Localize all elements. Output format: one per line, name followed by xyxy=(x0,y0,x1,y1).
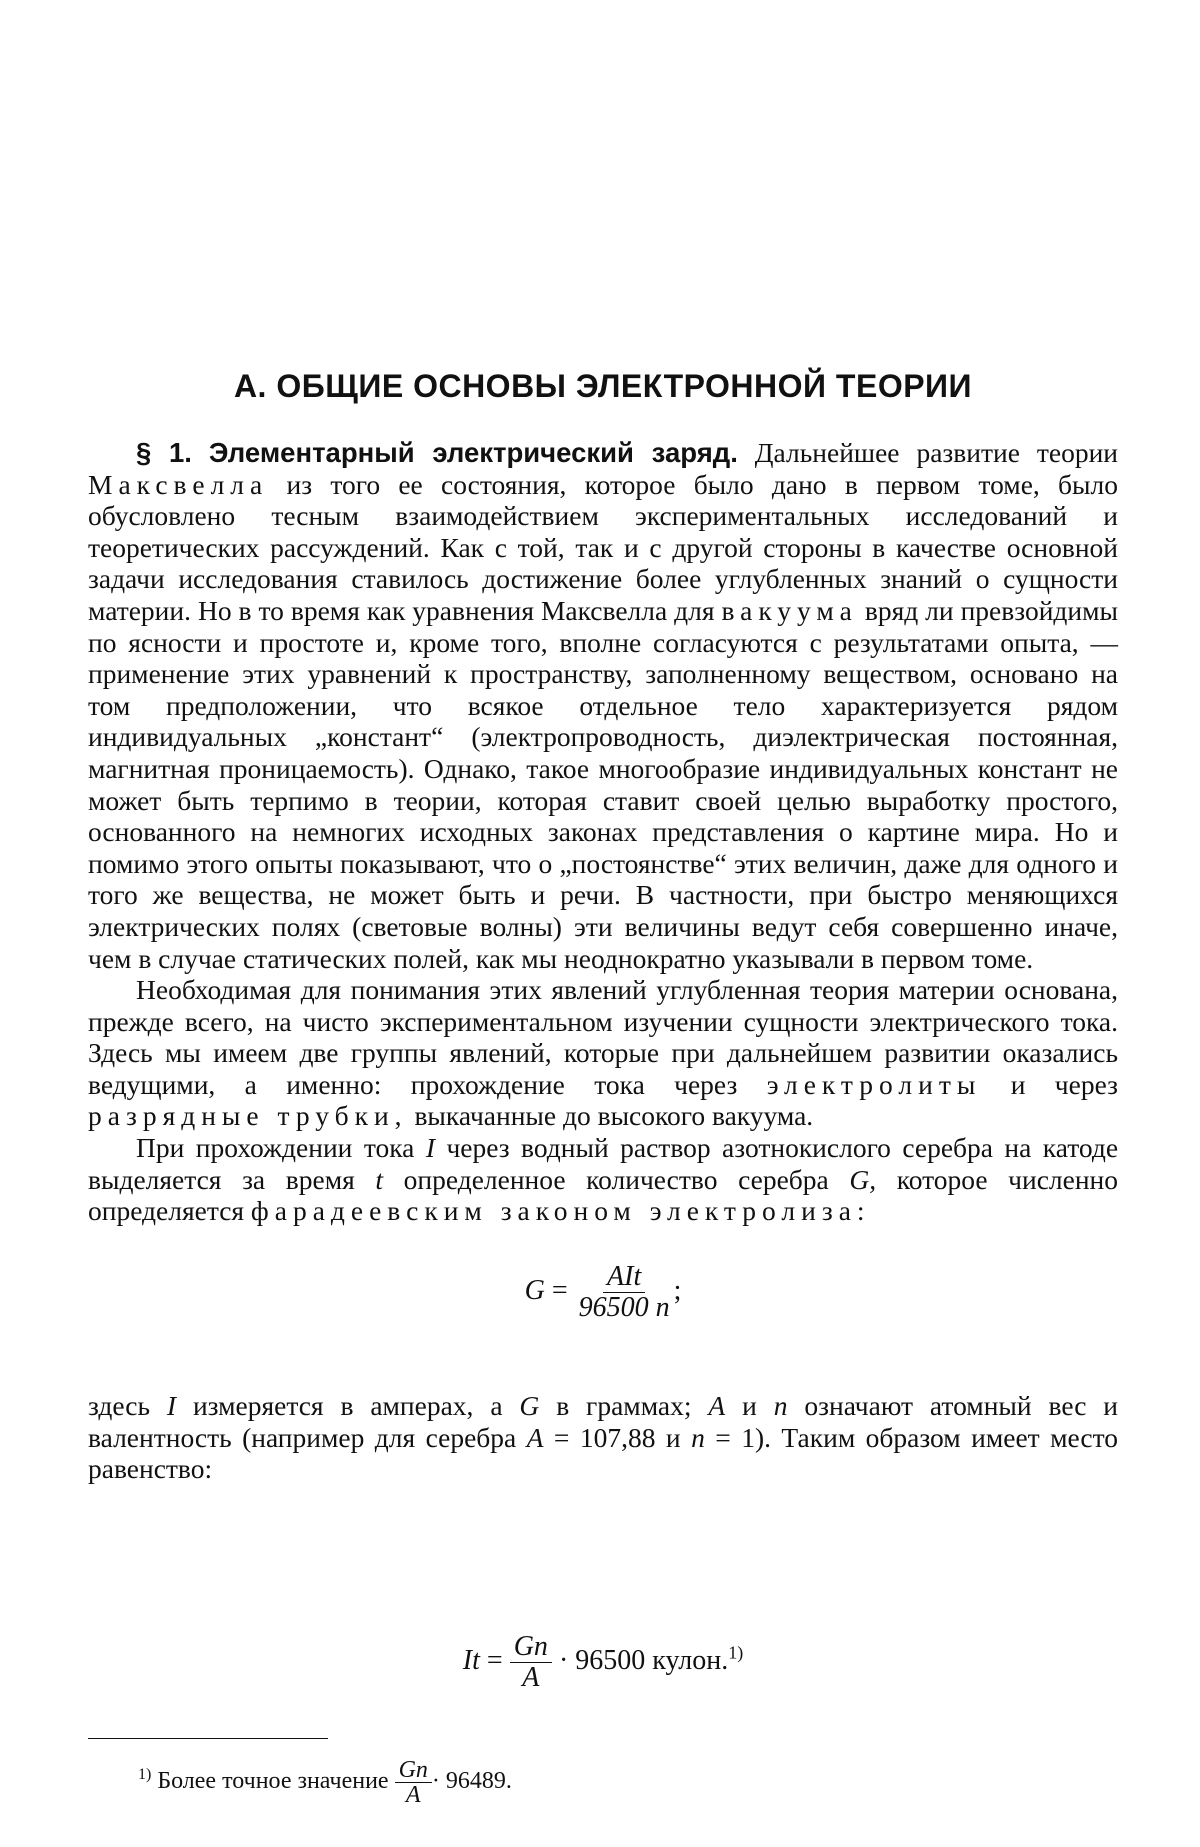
footnote-mark: 1) xyxy=(138,1766,152,1784)
formula-charge xyxy=(88,1632,1118,1693)
p4-var-n: n xyxy=(773,1390,788,1421)
formula2-numerator: Gn xyxy=(510,1632,552,1663)
p4-text-g: = 1). Таким образом имеет место равенство: xyxy=(88,1421,1119,1485)
formula1-fraction xyxy=(575,1262,674,1323)
formula1-denominator: 96500 n xyxy=(578,1292,670,1323)
p4-var-A2: A xyxy=(526,1421,544,1453)
p1-maxwell: Максвелла xyxy=(88,468,269,500)
formula2-footnote-ref: 1) xyxy=(728,1642,744,1663)
formula2-lhs: It xyxy=(462,1644,480,1676)
p4-text-f: = 107,88 и xyxy=(553,1421,681,1453)
p4-var-I: I xyxy=(166,1390,177,1421)
formula2-denominator: A xyxy=(522,1662,540,1693)
paragraph-4 xyxy=(88,1390,1118,1485)
p1-text-a: Дальнейшее развитие теории xyxy=(754,437,1119,468)
p3-text-a: При прохождении тока xyxy=(136,1132,415,1164)
p4-var-n2: n xyxy=(691,1421,705,1453)
p3-faraday-law: фарадеевским законом электролиза: xyxy=(250,1195,871,1227)
paragraph-3 xyxy=(88,1132,1118,1227)
paragraph-1 xyxy=(88,437,1118,974)
formula2-eq: = xyxy=(486,1644,503,1676)
p4-var-A: A xyxy=(708,1390,726,1421)
footnote-denominator: A xyxy=(405,1782,421,1808)
footnote xyxy=(138,1758,512,1807)
p3-text-c: определенное количество серебра xyxy=(403,1163,829,1195)
p2-text-a: Необходимая для понимания этих явлений углубленная теория материи основана, прежде всего, на чисто экспериментальном изучении сущности электрического тока. Здесь мы имеем две группы явлений, которые при дальнейшем развитии оказались ведущими, а именно: прохождение тока через xyxy=(88,974,1118,1100)
p4-text-a: здесь xyxy=(88,1390,150,1421)
footnote-value: · 96489. xyxy=(431,1768,512,1795)
p2-text-c: выкачанные до высокого вакуума. xyxy=(414,1100,814,1132)
footnote-numerator: Gn xyxy=(395,1758,432,1783)
paragraph-2 xyxy=(88,974,1118,1132)
section-mark: § 1. xyxy=(136,437,192,468)
p2-text-b: и через xyxy=(1010,1068,1118,1100)
p3-var-t: t xyxy=(375,1163,384,1195)
p3-var-G: G, xyxy=(849,1163,877,1195)
formula1-lhs: G xyxy=(524,1274,545,1306)
formula1-eq: = xyxy=(551,1274,568,1306)
p2-electrolytes: электролиты xyxy=(766,1068,982,1100)
p4-text-d: и xyxy=(742,1390,757,1421)
p4-text-c: в граммах; xyxy=(556,1390,692,1421)
p4-text-b: измеряется в амперах, а xyxy=(192,1390,503,1421)
footnote-rule xyxy=(88,1738,328,1739)
p3-text-d: которое численно определяется xyxy=(88,1163,1119,1227)
p1-text-c: вряд ли превзойдимы по ясности и простоте и, кроме того, вполне согласуются с результатами опыта, — применение этих уравнений к пространству, заполненному веществом, основано на том предположении, что всякое отдельное тело характеризуется рядом индивидуальных „констант“ (электропроводность, диэлектрическая постоянная, магнитная проницаемость). Однако, такое многообразие индивидуальных констант не может быть терпимо в теории, которая ставит своей целью выработку простого, основанного на немногих исходных законах представления о картине мира. Но и помимо этого опыты показывают, что о „постоянстве“ этих величин, даже для одного и того же вещества, не может быть и речи. В частности, при быстро меняющихся электрических полях (световые волны) эти величины ведут себя совершенно иначе, чем в случае статических полей, как мы неоднократно указывали в первом томе. xyxy=(88,594,1118,974)
formula2-tail: · 96500 кулон. xyxy=(558,1644,729,1676)
footnote-fraction xyxy=(395,1758,432,1807)
p1-vacuum: вакуума xyxy=(721,594,858,626)
body-text-2 xyxy=(88,1390,1118,1485)
p3-var-I: I xyxy=(425,1132,435,1164)
chapter-heading: А. ОБЩИЕ ОСНОВЫ ЭЛЕКТРОННОЙ ТЕОРИИ xyxy=(233,368,973,404)
formula1-numerator: AIt xyxy=(603,1262,645,1293)
p2-tubes: разрядные трубки, xyxy=(88,1100,408,1132)
formula2-fraction xyxy=(510,1632,552,1693)
footnote-text: Более точное значение xyxy=(157,1768,389,1795)
formula-faraday xyxy=(88,1262,1118,1323)
section-title: Элементарный электрический заряд. xyxy=(208,437,738,468)
p4-text-e: означают атомный вес и валентность (например для серебра xyxy=(88,1390,1119,1453)
p3-text-b: через водный раствор азотнокислого серебра на катоде выделяется за время xyxy=(88,1132,1119,1195)
body-text xyxy=(88,437,1118,1227)
p4-var-G: G xyxy=(519,1390,540,1421)
p1-text-b: из того ее состояния, которое было дано в первом томе, было обусловлено тесным взаимодействием экспериментальных исследований и теоретических рассуждений. Как с той, так и с другой стороны в качестве основной задачи исследования ставилось достижение более углубленных знаний о сущности материи. Но в то время как уравнения Максвелла для xyxy=(88,468,1118,626)
formula1-tail: ; xyxy=(673,1274,682,1306)
